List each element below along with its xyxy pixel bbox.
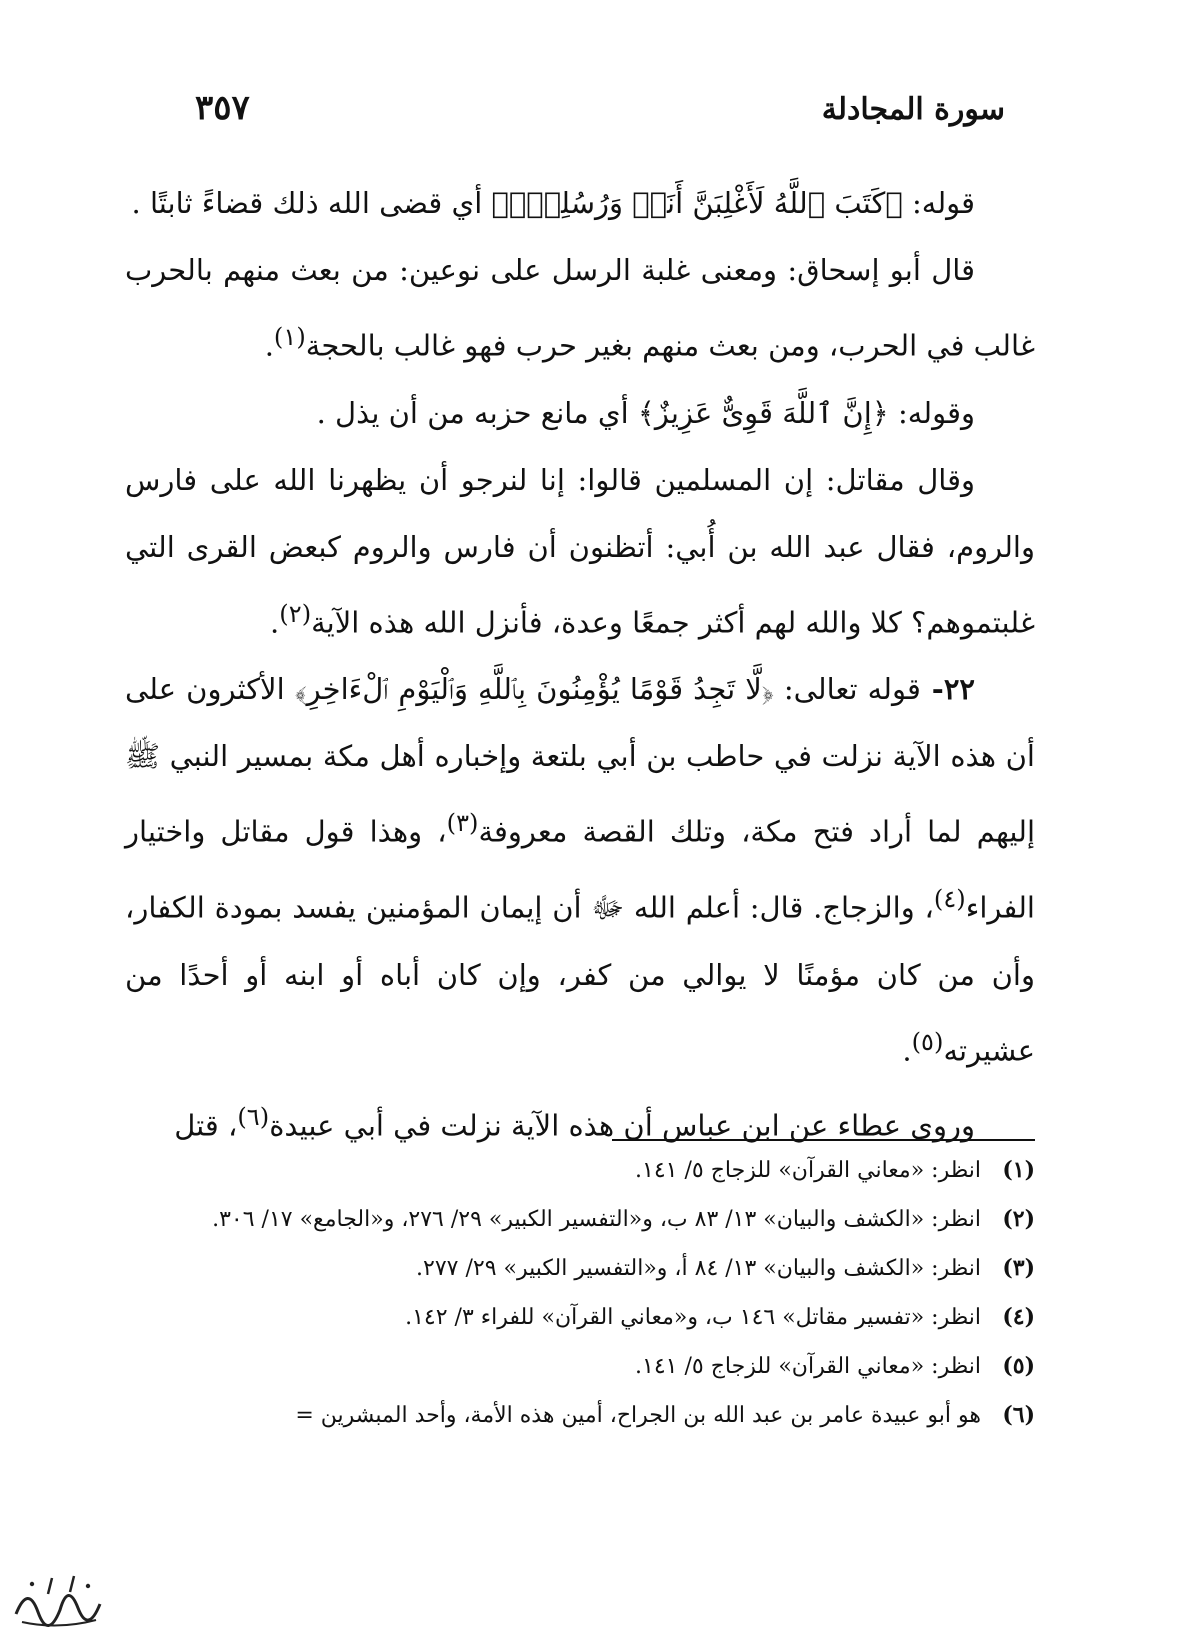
paragraph-4-text: وقال مقاتل: إن المسلمين قالوا: إنا لنرجو أن يظهرنا الله على فارس والروم، فقال عبد الله بن أُبي: أتظنون أن فارس والروم كبعض القرى التي غلبتموهم؟ كلا والله لهم أكثر جمعًا وعدة، فأنزل الله هذه الآية [125, 462, 1035, 640]
footnote-ref-2[interactable]: (٢) [279, 599, 312, 628]
quran-quote-3: ﴿لَّا تَجِدُ قَوْمًا يُؤْمِنُونَ بِٱللَّهِ وَٱلْيَوْمِ ٱلْءَاخِرِ﴾ [294, 672, 774, 707]
paragraph-1-rest: أي قضى الله ذلك قضاءً ثابتًا . [131, 186, 492, 220]
paragraph-4-end: . [270, 605, 280, 640]
footnote-number: (٤) [1002, 1304, 1035, 1330]
paragraph-5-text-1: الأكثرون على أن هذه الآية نزلت في حاطب بن أبي بلتعة وإخباره أهل مكة بمسير النبي ﷺ إليهم لما أراد فتح مكة، وتلك القصة معروفة [125, 672, 1035, 849]
quran-quote-2: ﴿إِنَّ ٱللَّهَ قَوِىٌّ عَزِيزٌ﴾ [637, 395, 889, 430]
footnote-1 [125, 1146, 1035, 1195]
footnote-3 [125, 1244, 1035, 1293]
quran-quote-1: ﴿كَتَبَ ٱللَّهُ لَأَغْلِبَنَّ أَنَا۠ وَرُسُلِىٓۚ﴾ [491, 186, 903, 220]
footnote-5 [125, 1342, 1035, 1391]
page-number: ٣٥٧ [195, 88, 250, 128]
footnote-ref-5[interactable]: (٥) [911, 1027, 944, 1056]
footnote-2 [125, 1195, 1035, 1244]
paragraph-5 [125, 656, 1035, 1084]
footnote-divider [612, 1139, 1035, 1141]
footnote-ref-4[interactable]: (٤) [933, 884, 966, 913]
page-header [195, 88, 1005, 138]
footnote-6 [125, 1391, 1035, 1440]
footnote-number: (٣) [1002, 1255, 1035, 1281]
paragraph-1-lead: قوله: [902, 186, 975, 220]
footnote-text: انظر: «تفسير مقاتل» ١٤٦ ب، و«معاني القرآن» للفراء ٣/ ١٤٢. [405, 1305, 981, 1330]
paragraph-2-end: . [264, 328, 274, 363]
footnote-number: (٢) [1002, 1206, 1035, 1232]
paragraph-2-text: قال أبو إسحاق: ومعنى غلبة الرسل على نوعين: من بعث منهم بالحرب غالب في الحرب، ومن بعث منهم بغير حرب فهو غالب بالحجة [125, 253, 1035, 363]
paragraph-5-text-3: ، والزجاج. قال: أعلم الله ﷻ أن إيمان المؤمنين يفسد بمودة الكفار، وأن من كان مؤمنًا لا يوالي من كفر، وإن كان أباه أو ابنه أو أحدًا من عشيرته [125, 890, 1035, 1068]
footnotes [125, 1146, 1035, 1440]
body-text [125, 170, 1035, 1160]
paragraph-6-rest: ، قتل [174, 1108, 238, 1143]
paragraph-3-rest: أي مانع حزبه من أن يذل . [316, 395, 638, 430]
paragraph-6-text: وروى عطاء عن ابن عباس أن هذه الآية نزلت في أبي عبيدة [269, 1108, 975, 1143]
footnote-4 [125, 1293, 1035, 1342]
footnote-text: انظر: «الكشف والبيان» ١٣/ ٨٤ أ، و«التفسير الكبير» ٢٩/ ٢٧٧. [416, 1256, 981, 1281]
footnote-number: (٥) [1002, 1353, 1035, 1379]
footnote-text: هو أبو عبيدة عامر بن عبد الله بن الجراح، أمين هذه الأمة، وأحد المبشرين = [295, 1403, 981, 1428]
paragraph-5-text-2: ، وهذا قول مقاتل واختيار الفراء [125, 814, 1035, 925]
footnote-text: انظر: «معاني القرآن» للزجاج ٥/ ١٤١. [635, 1354, 981, 1379]
paragraph-5-end: . [902, 1033, 912, 1068]
paragraph-5-lead: قوله تعالى: [773, 672, 921, 707]
verse-number: ٢٢- [920, 672, 976, 707]
footnote-number: (٦) [1002, 1402, 1035, 1428]
footnote-text: انظر: «الكشف والبيان» ١٣/ ٨٣ ب، و«التفسير الكبير» ٢٩/ ٢٧٦، و«الجامع» ١٧/ ٣٠٦. [212, 1207, 981, 1232]
calligraphy-icon [8, 1564, 108, 1636]
footnote-ref-6[interactable]: (٦) [237, 1103, 270, 1132]
surah-title: سورة المجادلة [821, 92, 1005, 127]
paragraph-1 [125, 170, 1035, 237]
footnote-ref-1[interactable]: (١) [273, 323, 306, 351]
calligraphy-stamp-logo [8, 1564, 108, 1636]
footnote-number: (١) [1002, 1157, 1035, 1183]
paragraph-3-lead: وقوله: [888, 395, 975, 430]
paragraph-2 [125, 237, 1035, 380]
paragraph-3 [125, 380, 1035, 447]
footnote-text: انظر: «معاني القرآن» للزجاج ٥/ ١٤١. [635, 1158, 981, 1183]
paragraph-4 [125, 447, 1035, 657]
footnote-ref-3[interactable]: (٣) [446, 809, 479, 838]
